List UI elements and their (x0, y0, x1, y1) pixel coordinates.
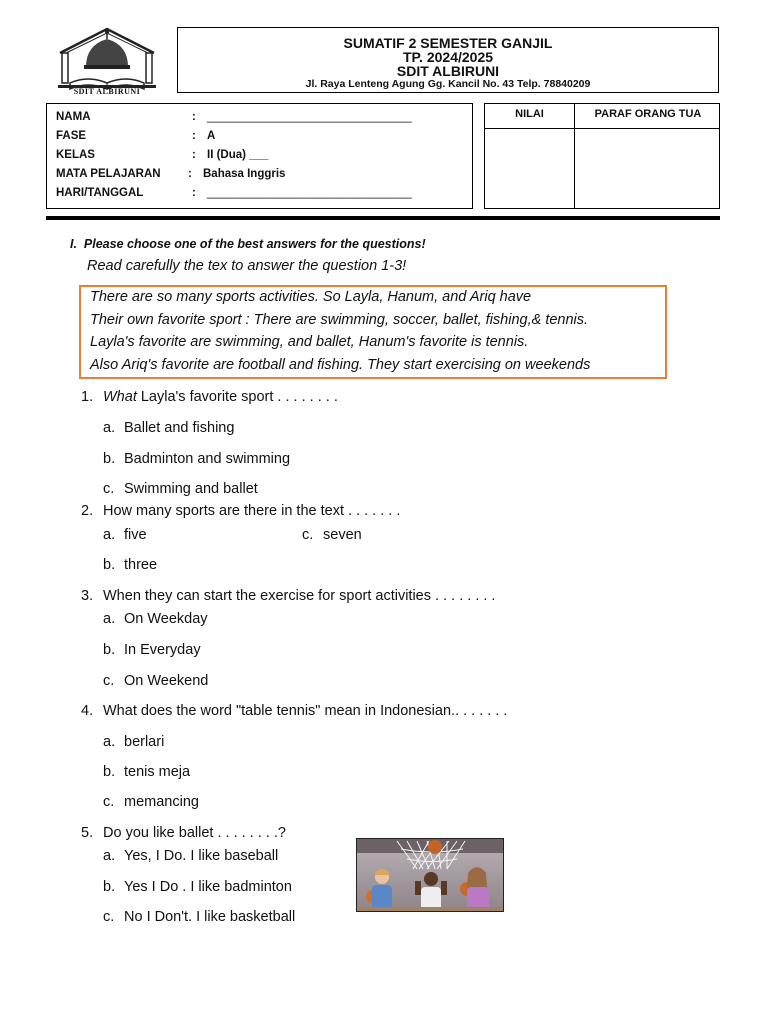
option-letter: a. (103, 420, 116, 436)
option-text: Ballet and fishing (124, 420, 235, 436)
option-2c[interactable] (302, 527, 362, 543)
exam-title-box (177, 27, 719, 93)
school-year: TP. 2024/2025 (402, 49, 494, 65)
header-divider (46, 216, 720, 220)
exam-title: SUMATIF 2 SEMESTER GANJIL (343, 35, 553, 51)
student-identity-box (46, 103, 473, 209)
grade-box (484, 103, 720, 209)
parent-signature-label: PARAF ORANG TUA (594, 108, 702, 120)
option-1a[interactable] (103, 420, 234, 436)
identity-value[interactable]: ________________________________ (207, 111, 412, 123)
option-letter: c. (103, 909, 115, 925)
option-letter: a. (103, 848, 116, 864)
kids-basketball-photo-icon (357, 839, 503, 911)
identity-colon: : (188, 168, 192, 180)
option-letter: c. (103, 673, 115, 689)
question-text: How many sports are there in the text . . . . . . . (103, 503, 401, 519)
option-5a[interactable] (103, 848, 278, 864)
option-3a[interactable] (103, 611, 208, 627)
option-letter: c. (103, 794, 115, 810)
identity-label: KELAS (56, 149, 95, 161)
option-letter: b. (103, 642, 116, 658)
option-text: Yes I Do . I like badminton (124, 879, 292, 895)
option-letter: c. (302, 527, 314, 543)
question-4 (81, 703, 507, 719)
option-1b[interactable] (103, 451, 290, 467)
question-text-italic: What (103, 389, 137, 405)
option-text: On Weekday (124, 611, 208, 627)
reading-note: Read carefully the tex to answer the question 1-3! (87, 258, 407, 274)
question-number: 2. (81, 503, 94, 519)
nilai-label: NILAI (515, 108, 544, 120)
parent-signature-cell[interactable] (575, 129, 721, 209)
option-4b[interactable] (103, 764, 190, 780)
identity-value: A (207, 130, 216, 142)
option-3c[interactable] (103, 673, 208, 689)
question-text: What does the word "table tennis" mean in Indonesian.. . . . . . . (103, 703, 508, 719)
option-letter: b. (103, 764, 116, 780)
option-text: three (124, 557, 158, 573)
option-text: On Weekend (124, 673, 209, 689)
question-text: When they can start the exercise for sport activities . . . . . . . . (103, 588, 496, 604)
identity-label: FASE (56, 130, 87, 142)
passage-line: There are so many sports activities. So Layla, Hanum, and Ariq have (90, 289, 532, 305)
option-2b[interactable] (103, 557, 157, 573)
identity-colon: : (192, 111, 196, 123)
option-letter: a. (103, 734, 116, 750)
identity-label: HARI/TANGGAL (56, 187, 144, 199)
option-text: In Everyday (124, 642, 201, 658)
question-number: 3. (81, 588, 94, 604)
question-5 (81, 825, 286, 841)
option-letter: b. (103, 879, 116, 895)
reading-passage (79, 285, 667, 379)
school-address: Jl. Raya Lenteng Agung Gg. Kancil No. 43 Telp. 78840209 (305, 78, 591, 90)
question-number: 5. (81, 825, 94, 841)
option-text: memancing (124, 794, 199, 810)
question-3 (81, 588, 495, 604)
question-text: Layla's favorite sport . . . . . . . . (136, 389, 338, 405)
nilai-cell[interactable] (485, 129, 574, 209)
option-4c[interactable] (103, 794, 199, 810)
instruction-text: Please choose one of the best answers for the questions! (83, 237, 426, 251)
identity-value: II (Dua) ___ (207, 149, 269, 161)
option-text: Badminton and swimming (124, 451, 291, 467)
section-numeral: I. (70, 237, 77, 251)
option-text: five (124, 527, 147, 543)
option-3b[interactable] (103, 642, 201, 658)
option-text: berlari (124, 734, 165, 750)
option-letter: b. (103, 451, 116, 467)
identity-value: Bahasa Inggris (203, 168, 286, 180)
identity-value[interactable]: ________________________________ (207, 187, 412, 199)
option-2a[interactable] (103, 527, 147, 543)
passage-line: Layla's favorite are swimming, and ballet, Hanum's favorite is tennis. (90, 334, 529, 350)
identity-label: MATA PELAJARAN (56, 168, 161, 180)
option-letter: b. (103, 557, 116, 573)
school-logo (56, 27, 158, 97)
question-number: 1. (81, 389, 94, 405)
option-5b[interactable] (103, 879, 292, 895)
option-text: seven (323, 527, 362, 543)
school-name: SDIT ALBIRUNI (396, 63, 500, 79)
question-2 (81, 503, 400, 519)
identity-colon: : (192, 187, 196, 199)
kids-basketball-photo (356, 838, 504, 912)
passage-line: Their own favorite sport : There are swimming, soccer, ballet, fishing,& tennis. (90, 312, 589, 328)
identity-label: NAMA (56, 111, 91, 123)
option-text: Swimming and ballet (124, 481, 258, 497)
identity-colon: : (192, 130, 196, 142)
question-text: Do you like ballet . . . . . . . .? (103, 825, 286, 841)
logo-text: SDIT ALBIRUNI (73, 87, 141, 96)
passage-line: Also Ariq's favorite are football and fishing. They start exercising on weekends (90, 357, 591, 373)
question-number: 4. (81, 703, 94, 719)
option-text: tenis meja (124, 764, 191, 780)
option-5c[interactable] (103, 909, 295, 925)
option-4a[interactable] (103, 734, 164, 750)
question-1 (81, 389, 338, 405)
option-letter: a. (103, 527, 116, 543)
section-instruction (70, 237, 426, 251)
option-1c[interactable] (103, 481, 258, 497)
option-letter: c. (103, 481, 115, 497)
option-text: Yes, I Do. I like baseball (124, 848, 279, 864)
option-letter: a. (103, 611, 116, 627)
option-text: No I Don't. I like basketball (124, 909, 296, 925)
identity-colon: : (192, 149, 196, 161)
